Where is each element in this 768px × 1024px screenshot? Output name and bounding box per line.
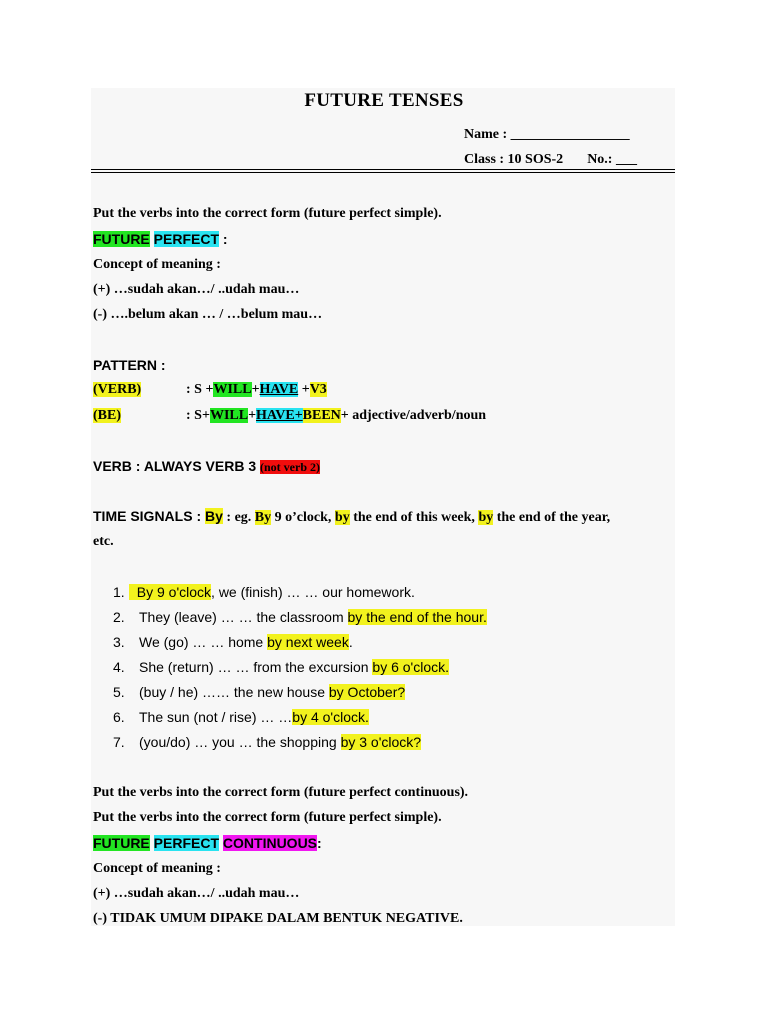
exercise-number: 6. xyxy=(113,709,125,725)
header-divider xyxy=(91,169,675,170)
exercise-number: 5. xyxy=(113,684,125,700)
name-blank: _________________ xyxy=(510,127,630,142)
instruction-simple-2: Put the verbs into the correct form (future perfect simple). xyxy=(93,810,442,825)
future-highlight: FUTURE xyxy=(93,231,150,247)
exercise-number: 7. xyxy=(113,734,125,750)
v3-highlight: V3 xyxy=(309,382,327,397)
concept-heading-2: Concept of meaning : xyxy=(93,861,221,876)
exercise-item xyxy=(139,608,487,626)
header-divider-2 xyxy=(91,172,675,173)
time-signal-highlight: by 4 o'clock. xyxy=(292,709,369,725)
time-signal-highlight: by next week xyxy=(267,634,349,650)
class-field xyxy=(464,152,637,168)
concept-negative: (-) ….belum akan … / …belum mau… xyxy=(93,307,323,322)
concept-heading: Concept of meaning : xyxy=(93,257,221,272)
concept-positive-2: (+) …sudah akan…/ ..udah mau… xyxy=(93,886,300,901)
verb-rule: VERB : ALWAYS VERB 3 (not verb 2) xyxy=(93,458,321,474)
exercise-number: 3. xyxy=(113,634,125,650)
time-signals: TIME SIGNALS : By : eg. By 9 o’clock, by the end of this week, by the end of the year, xyxy=(93,508,611,525)
exercise-text: We (go) … … home xyxy=(139,634,268,650)
instruction-simple: Put the verbs into the correct form (future perfect simple). xyxy=(93,206,442,221)
not-verb-2-note: (not verb 2) xyxy=(260,460,321,474)
will-highlight: WILL xyxy=(213,382,252,397)
pattern-verb-formula: : S +WILL+HAVE +V3 xyxy=(186,382,327,397)
pattern-be-formula: : S+WILL+HAVE+BEEN+ adjective/adverb/noun xyxy=(186,408,487,423)
been-highlight: BEEN xyxy=(302,408,341,423)
name-label: Name : xyxy=(464,127,511,142)
time-signals-etc: etc. xyxy=(93,534,114,549)
perfect-highlight: PERFECT xyxy=(153,231,220,247)
exercise-text: The sun (not / rise) … … xyxy=(139,709,293,725)
exercise-text: They (leave) … … the classroom xyxy=(139,609,348,625)
pattern-heading: PATTERN : xyxy=(93,357,166,373)
future-perfect-continuous-heading: FUTURE PERFECT CONTINUOUS: xyxy=(93,835,322,851)
exercise-text: She (return) … … from the excursion xyxy=(139,659,373,675)
exercise-item xyxy=(139,658,449,676)
exercise-text-end: , we (finish) … … our homework. xyxy=(211,584,415,600)
exercise-number: 4. xyxy=(113,659,125,675)
have-highlight: HAVE+ xyxy=(256,408,303,423)
time-signal-highlight: By 9 o'clock xyxy=(129,584,212,600)
time-signal-highlight: by 6 o'clock. xyxy=(372,659,450,675)
concept-positive: (+) …sudah akan…/ ..udah mau… xyxy=(93,282,300,297)
exercise-text: (you/do) … you … the shopping xyxy=(139,734,341,750)
exercise-text: (buy / he) …… the new house xyxy=(139,684,329,700)
concept-negative-2: (-) TIDAK UMUM DIPAKE DALAM BENTUK NEGATIVE. xyxy=(93,911,463,926)
exercise-item xyxy=(139,708,369,726)
exercise-item xyxy=(129,583,415,601)
time-signal-highlight: by October? xyxy=(328,684,406,700)
have-highlight: HAVE xyxy=(259,382,299,397)
exercise-item xyxy=(139,633,353,651)
pattern-be-label: (BE) xyxy=(93,408,121,423)
exercise-text-end: . xyxy=(348,634,353,650)
page-title: FUTURE TENSES xyxy=(304,90,464,111)
time-signal-highlight: by 3 o'clock? xyxy=(340,734,422,750)
name-field xyxy=(464,127,630,143)
time-signal-highlight: by the end of the hour. xyxy=(347,609,487,625)
exercise-item xyxy=(139,683,405,701)
future-perfect-heading: FUTURE PERFECT : xyxy=(93,231,228,247)
number-blank: ___ xyxy=(615,152,637,167)
exercise-number: 2. xyxy=(113,609,125,625)
class-label: Class : 10 SOS-2 xyxy=(464,152,564,167)
exercise-item xyxy=(139,733,421,751)
will-highlight: WILL xyxy=(209,408,249,423)
instruction-continuous: Put the verbs into the correct form (future perfect continuous). xyxy=(93,785,469,800)
exercise-number: 1. xyxy=(113,584,125,600)
pattern-verb-label: (VERB) xyxy=(93,382,142,397)
number-label: No.: xyxy=(587,152,616,167)
